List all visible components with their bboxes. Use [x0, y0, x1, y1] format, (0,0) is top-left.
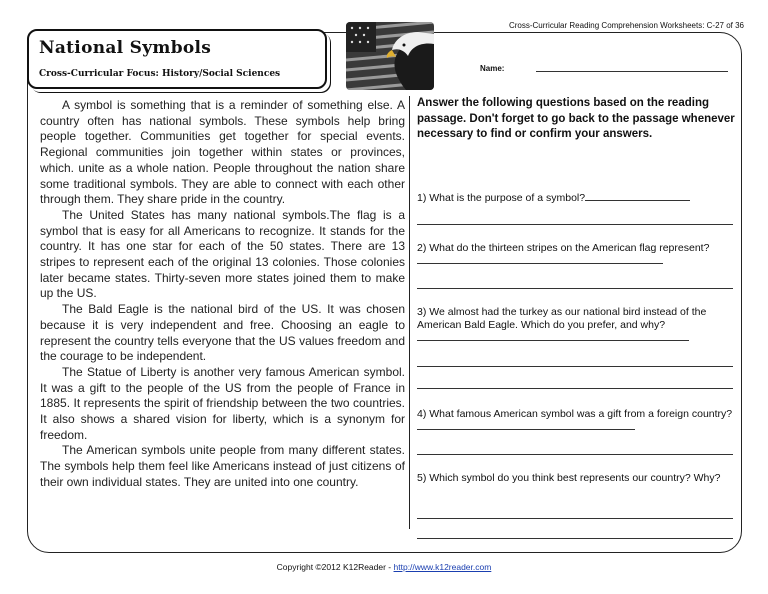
- answer-line[interactable]: [417, 366, 733, 367]
- worksheet-label: Cross-Curricular Reading Comprehension Worksheets: C-27 of 36: [508, 21, 744, 30]
- instructions: Answer the following questions based on the reading passage. Don't forget to go back to the passage whenever necessary to find or confirm your answers.: [417, 97, 735, 140]
- question-5: [417, 472, 733, 485]
- answer-line[interactable]: [417, 388, 733, 389]
- name-field[interactable]: [480, 64, 728, 73]
- question-text: 5) Which symbol do you think best represents our country? Why?: [417, 472, 721, 484]
- passage-paragraph: A symbol is something that is a reminder of something else. A country often has national symbols. These symbols help bring people together. Communities get together for special events. Regional communities join together within states or provinces, which. unite as a whole nation. People throughout the nation share some traditional symbols. They are able to connect with each other through them. They share pride in the country.: [40, 98, 405, 207]
- passage-paragraph: The United States has many national symbols.The flag is a symbol that is easy for all Americans to recognize. It stands for the country. It has one star for each of the 50 states. There are 13 stripes to represent each of the original 13 colonies. Those colonies later became states. Thirty-seven more states joined them to make up the US.: [40, 207, 405, 301]
- question-text: 2) What do the thirteen stripes on the American flag represent?: [417, 242, 710, 254]
- name-line: [536, 71, 728, 72]
- name-label: Name:: [480, 64, 505, 73]
- eagle-flag-image: [346, 22, 434, 90]
- reading-passage: [40, 98, 405, 491]
- answer-line[interactable]: [417, 518, 733, 519]
- answer-line[interactable]: [417, 224, 733, 225]
- question-4: [417, 408, 733, 434]
- answer-line[interactable]: [417, 454, 733, 455]
- k12reader-link[interactable]: http://www.k12reader.com: [393, 562, 492, 572]
- passage-paragraph: The American symbols unite people from many different states. The symbols help them feel like Americans instead of just citizens of their own individual states. They are united into one country.: [40, 443, 405, 489]
- question-text: 1) What is the purpose of a symbol?: [417, 192, 586, 204]
- page-subtitle: Cross-Curricular Focus: History/Social Sciences: [39, 69, 281, 79]
- passage-paragraph: The Bald Eagle is the national bird of the US. It was chosen because it is very independent and free. Choosing an eagle to represent the country tells everyone that the US values freedom and the courage to be independent.: [40, 302, 405, 364]
- answer-line[interactable]: [417, 288, 733, 289]
- passage-paragraph: The Statue of Liberty is another very famous American symbol. It was a gift to the people of the US from the people of France in 1885. It represents the spirit of friendship between the two countries. It also shows a shared vision for liberty, which is a synonym for freedom.: [40, 364, 405, 442]
- answer-blank[interactable]: [417, 428, 635, 430]
- question-text: 4) What famous American symbol was a gift from a foreign country?: [417, 408, 733, 420]
- question-3: [417, 306, 733, 345]
- footer: [0, 562, 768, 572]
- question-2: [417, 242, 733, 268]
- page-title: National Symbols: [39, 38, 212, 58]
- answer-blank[interactable]: [417, 262, 663, 264]
- answer-blank[interactable]: [417, 339, 689, 341]
- copyright-text: Copyright ©2012 K12Reader -: [276, 562, 394, 572]
- answer-blank[interactable]: [585, 199, 690, 201]
- question-text: 3) We almost had the turkey as our national bird instead of the American Bald Eagle. Which do you prefer, and why?: [417, 306, 707, 331]
- question-1: [417, 192, 733, 205]
- title-box: [27, 29, 327, 89]
- answer-line[interactable]: [417, 538, 733, 539]
- column-divider: [409, 96, 410, 529]
